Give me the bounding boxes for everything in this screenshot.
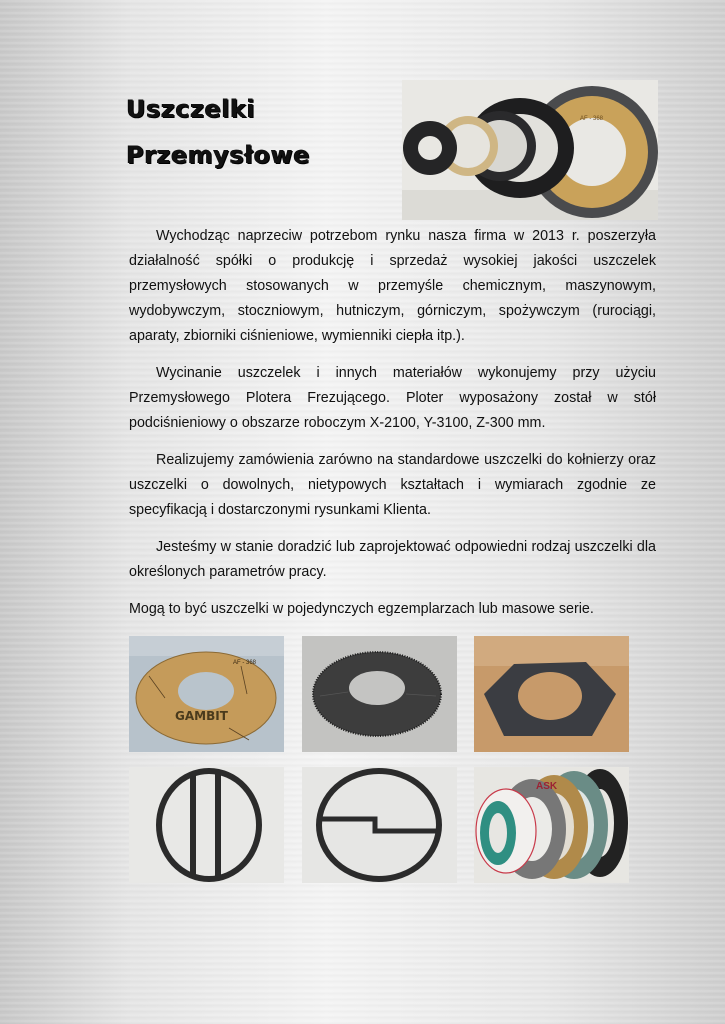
- asbestos-print: ASK: [536, 781, 558, 792]
- paragraph-1: Wychodząc naprzeciw potrzebom rynku nasza firma w 2013 r. poszerzyła działalność spółki o produkcję i sprzedaż wysokiej jakości uszczelek przemysłowych stosowanych w przemyśle chemicznym, maszynowym, wydobywczym, stoczniowym, hutniczym, górniczym, spożywczym (rurociągi, aparaty, zbiorniki ciśnieniowe, wymienniki ciepła itp.).: [129, 228, 656, 344]
- photo-round-gasket-two-bars: [129, 767, 284, 883]
- hero-gaskets-photo: [402, 80, 658, 220]
- body-text: [129, 224, 656, 634]
- photo-gambit-gasket: [129, 636, 284, 752]
- hero-gasket-print: AF - 368: [580, 116, 604, 122]
- photo-hexagon-gasket: [474, 636, 629, 752]
- gambit-label: GAMBIT: [175, 709, 228, 723]
- paragraph-4: Jesteśmy w stanie doradzić lub zaprojektować odpowiedni rodzaj uszczelki dla określonych parametrów pracy.: [129, 539, 656, 580]
- photo-assorted-gaskets: [474, 767, 629, 883]
- paragraph-2: Wycinanie uszczelek i innych materiałów wykonujemy przy użyciu Przemysłowego Plotera Frezującego. Ploter wyposażony został w stół podciśnieniowy o obszarze roboczym X-2100, Y-3100, Z-300 mm.: [129, 365, 656, 431]
- paragraph-3: Realizujemy zamówienia zarówno na standardowe uszczelki do kołnierzy oraz uszczelki o dowolnych, nietypowych kształtach i wymiarach zgodnie ze specyfikacją i dostarczonymi rysunkami Klienta.: [129, 452, 656, 518]
- paragraph-5: Mogą to być uszczelki w pojedynczych egzemplarzach lub masowe serie.: [129, 601, 594, 617]
- gambit-code: AF - 368: [233, 660, 257, 666]
- title-line-1: Uszczelki: [126, 95, 256, 123]
- page-title: [126, 86, 386, 178]
- photo-round-gasket-step-bar: [302, 767, 457, 883]
- photo-graphite-gasket: [302, 636, 457, 752]
- title-line-2: Przemysłowe: [126, 141, 310, 169]
